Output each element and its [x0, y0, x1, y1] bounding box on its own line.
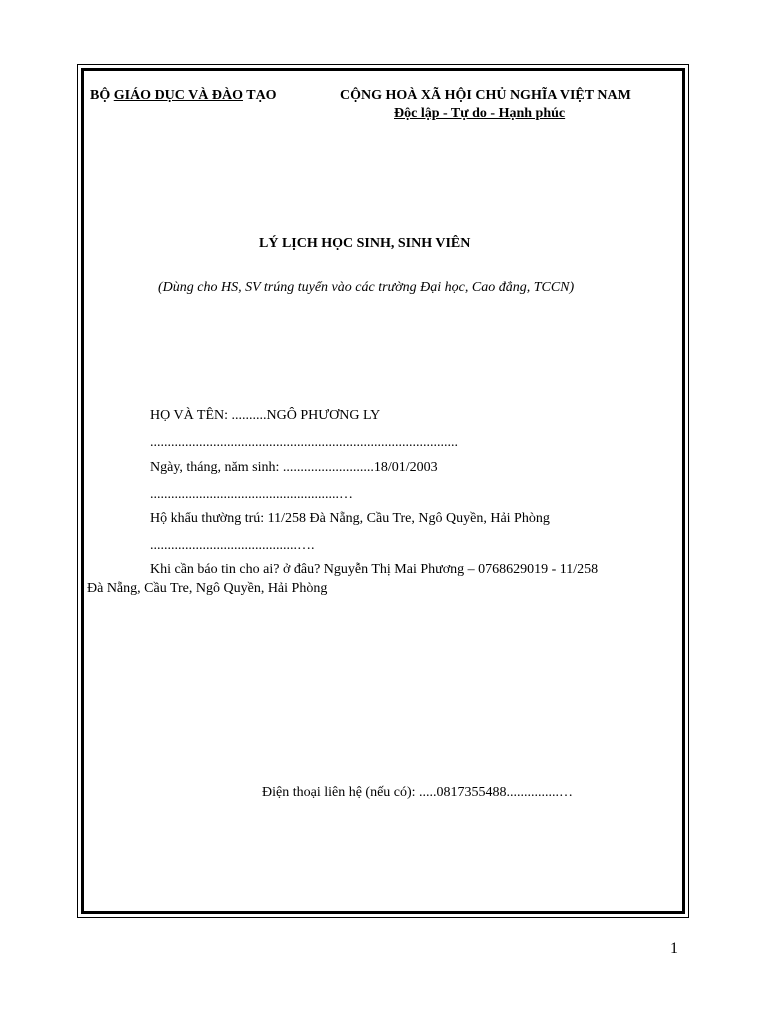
- residence-field: Hộ khẩu thường trú: 11/258 Đà Nẵng, Cầu Tre, Ngô Quyền, Hải Phòng: [150, 511, 550, 526]
- dotted-line-1: ........................................................................................: [150, 435, 458, 450]
- republic-name: CỘNG HOÀ XÃ HỘI CHỦ NGHĨA VIỆT NAM: [340, 88, 631, 103]
- name-field: HỌ VÀ TÊN: ..........NGÔ PHƯƠNG LY: [150, 408, 381, 423]
- ministry-suffix: TẠO: [242, 88, 277, 103]
- dotted-line-3: ..........................................….: [150, 538, 315, 553]
- contact-field-line-2: Đà Nẵng, Cầu Tre, Ngô Quyền, Hải Phòng: [87, 581, 328, 596]
- motto: Độc lập - Tự do - Hạnh phúc: [394, 106, 566, 121]
- ministry-prefix: BỘ: [90, 88, 114, 103]
- document-title: LÝ LỊCH HỌC SINH, SINH VIÊN: [259, 236, 471, 251]
- page-number: 1: [670, 940, 678, 957]
- phone-field: Điện thoại liên hệ (nếu có): .....0817355488...............…: [262, 785, 574, 800]
- ministry-underlined: GIÁO DỤC VÀ ĐÀO: [113, 88, 243, 103]
- dotted-line-2: ......................................................…: [150, 487, 353, 502]
- ministry-name: [90, 88, 277, 104]
- document-subtitle: (Dùng cho HS, SV trúng tuyển vào các trường Đại học, Cao đẳng, TCCN): [158, 280, 575, 295]
- dob-field: Ngày, tháng, năm sinh: ..........................18/01/2003: [150, 460, 438, 475]
- contact-field-line-1: Khi cần báo tin cho ai? ở đâu? Nguyễn Thị Mai Phương – 0768629019 - 11/258: [150, 562, 599, 577]
